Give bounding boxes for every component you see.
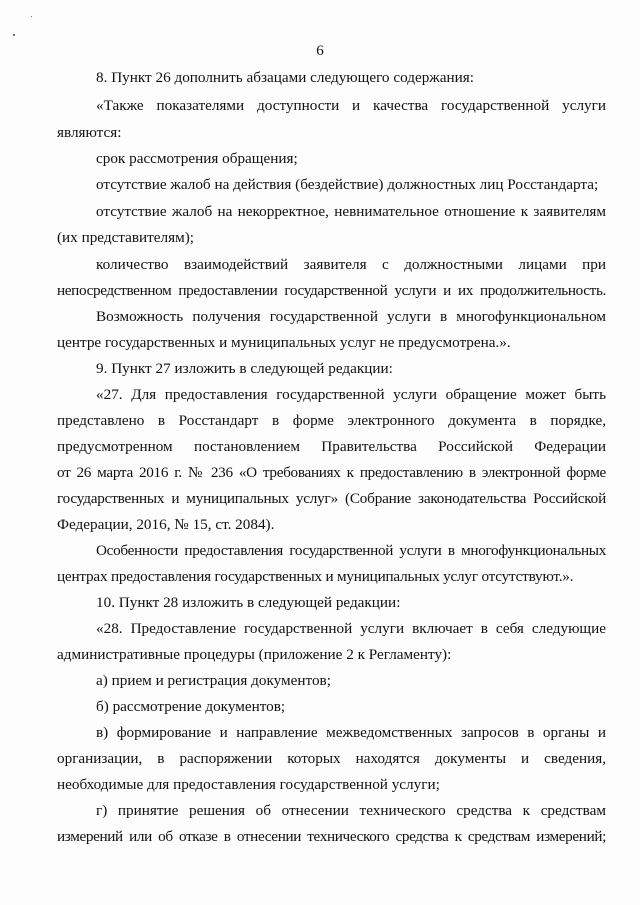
paragraph-line: «28. Предоставление государственной услуги включает в себя следующие [96, 620, 606, 637]
paragraph-line: предусмотренном постановлением Правительства Российской Федерации [57, 438, 606, 455]
scan-speck [13, 34, 15, 36]
scan-speck [31, 16, 32, 17]
paragraph-line: Федерации, 2016, № 15, ст. 2084). [57, 516, 275, 533]
paragraph-line: отсутствие жалоб на некорректное, невнимательное отношение к заявителям [96, 203, 606, 220]
paragraph-line: г) принятие решения об отнесении технического средства к средствам [96, 802, 606, 819]
paragraph-line: 8. Пункт 26 дополнить абзацами следующего содержания: [96, 69, 474, 86]
paragraph-line: «27. Для предоставления государственной услуги обращение может быть [96, 386, 606, 403]
paragraph-line: непосредственном предоставлении государственной услуги и их продолжительность. [57, 282, 606, 299]
paragraph-line: необходимые для предоставления государственной услуги; [57, 776, 440, 793]
paragraph-line: представлено в Росстандарт в форме электронного документа в порядке, [57, 412, 606, 429]
paragraph-line: а) прием и регистрация документов; [96, 672, 331, 689]
paragraph-line: организации, в распоряжении которых находятся документы и сведения, [57, 750, 606, 767]
paragraph-line: являются: [57, 124, 122, 141]
paragraph-line: отсутствие жалоб на действия (бездействие) должностных лиц Росстандарта; [96, 176, 599, 193]
paragraph-line: в) формирование и направление межведомственных запросов в органы и [96, 724, 606, 741]
paragraph-line: Возможность получения государственной услуги в многофункциональном [96, 308, 606, 325]
paragraph-line: (их представителям); [57, 229, 194, 246]
paragraph-line: измерений или об отказе в отнесении технического средства к средствам измерений; [57, 828, 606, 845]
paragraph-line: б) рассмотрение документов; [96, 698, 286, 715]
paragraph-line: 10. Пункт 28 изложить в следующей редакции: [96, 594, 401, 611]
paragraph-line: центре государственных и муниципальных услуг не предусмотрена.». [57, 334, 511, 351]
paragraph-line: административные процедуры (приложение 2 к Регламенту): [57, 646, 452, 663]
paragraph-line: Особенности предоставления государственной услуги в многофункциональных [96, 542, 606, 559]
paragraph-line: от 26 марта 2016 г. № 236 «О требованиях к предоставлению в электронной форме [57, 464, 606, 481]
paragraph-line: центрах предоставления государственных и муниципальных услуг отсутствуют.». [57, 568, 574, 585]
paragraph-line: государственных и муниципальных услуг» (Собрание законодательства Российской [57, 490, 606, 507]
paragraph-line: количество взаимодействий заявителя с должностными лицами при [96, 256, 606, 273]
paragraph-line: «Также показателями доступности и качества государственной услуги [96, 97, 606, 114]
page-number: 6 [316, 43, 324, 59]
paragraph-line: срок рассмотрения обращения; [96, 150, 298, 167]
paragraph-line: 9. Пункт 27 изложить в следующей редакции: [96, 360, 393, 377]
